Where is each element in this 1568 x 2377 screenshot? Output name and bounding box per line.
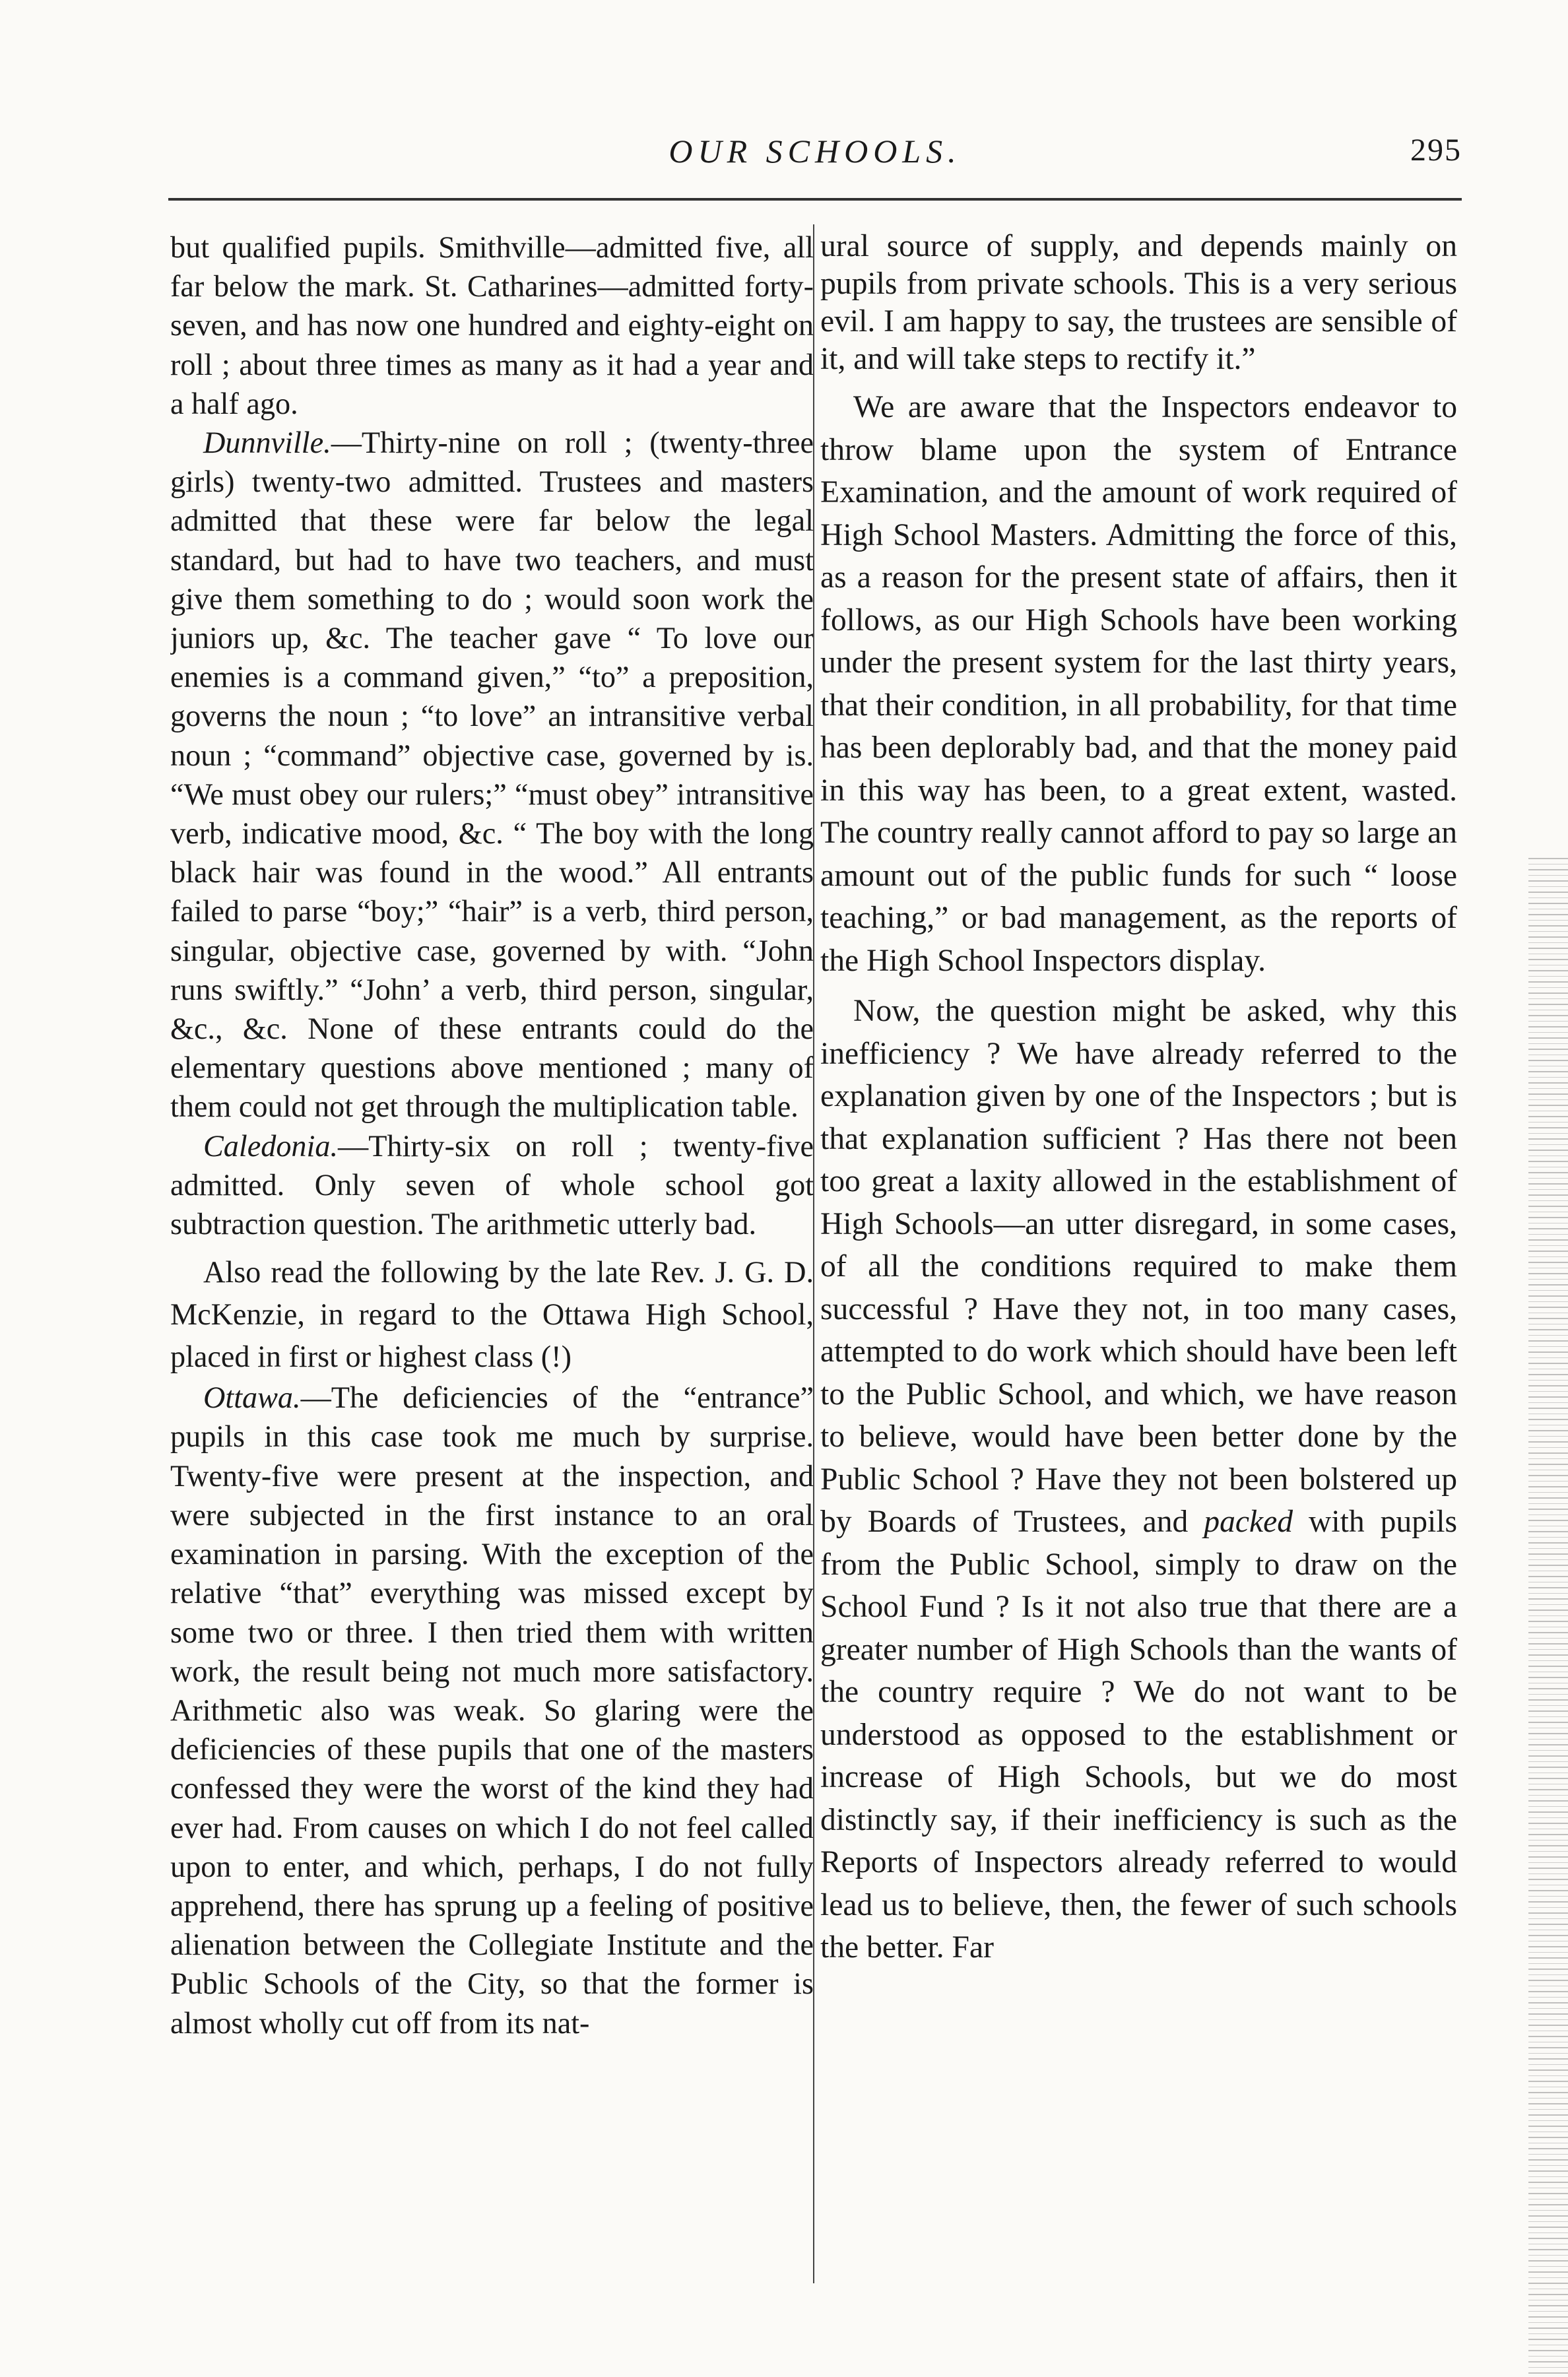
left-column — [170, 228, 814, 2273]
page-header — [168, 132, 1462, 191]
paragraph-smithville: but qualified pupils. Smithville—admitted five, all far below the mark. St. Catharines—admitted forty-seven, and has now one hundred and eighty-eight on roll ; about three times as many as it had a year and a half ago. — [170, 230, 814, 420]
place-name-caledonia: Caledonia. — [203, 1128, 338, 1163]
paragraph-ottawa — [170, 1378, 814, 2042]
paragraph-inspectors: We are aware that the Inspectors endeavor to throw blame upon the system of Entrance Examination, and the amount of work required of High School Masters. Admitting the force of this, as a reason for the present state of affairs, then it follows, as our High Schools have been working under the present system for the last thirty years, that their condition, in all probability, for that time has been deplorably bad, and that the money paid in this way has been, to a great extent, wasted. The country really cannot afford to pay so large an amount out of the public funds for such “ loose teaching,” or bad management, as the reports of the High School Inspectors display. — [820, 390, 1457, 978]
paragraph-question — [820, 990, 1457, 1969]
emphasis-packed: packed — [1204, 1505, 1293, 1539]
paragraph-text: —Thirty-nine on roll ; (twenty-three girls) twenty-two admitted. Trustees and masters admitted that these were far below the legal standard, but had to have two teachers, and must give them something to do ; would soon work the juniors up, &c. The teacher gave “ To love our enemies is a command given,” “to” a preposition, governs the noun ; “to love” an intransitive verbal noun ; “command” objective case, governed by is. “We must obey our rulers;” “must obey” intransitive verb, indicative mood, &c. “ The boy with the long black hair was found in the wood.” All entrants failed to parse “boy;” “hair” is a verb, third person, singular, objective case, governed by with. “John runs swiftly.” “John’ a verb, third person, singular, &c., &c. None of these entrants could do the elementary questions above mentioned ; many of them could not get through the multiplication table. — [170, 426, 814, 1124]
paragraph-dunnville — [170, 423, 814, 1126]
paragraph-mckenzie-intro: Also read the following by the late Rev. J. G. D. McKenzie, in regard to the Ottawa High School, placed in first or highest class (!) — [170, 1255, 814, 1374]
column-divider — [813, 224, 814, 2283]
paragraph-caledonia — [170, 1126, 814, 1244]
running-head: OUR SCHOOLS. — [669, 133, 962, 170]
paragraph-text: Now, the question might be asked, why this inefficiency ? We have already referred to the explanation given by one of the Inspectors ; but is that explanation sufficient ? Has there not been too great a laxity allowed in the establishment of High Schools—an utter disregard, in some cases, of all the conditions required to make them successful ? Have they not, in too many cases, attempted to do work which should have been left to the Public School, and which, we have reason to believe, would have been better done by the Public School ? Have they not been bolstered up by Boards of Trustees, and — [820, 994, 1457, 1539]
paragraph-text: —The deficiencies of the “entrance” pupils in this case took me much by surprise. Twenty-five were present at the inspection, and were subjected in the first instance to an oral examination in parsing. With the exception of the relative “that” everything was missed except by some two or three. I then tried them with written work, the result being not much more satisfactory. Arithmetic also was weak. So glaring were the deficiencies of these pupils that one of the masters confessed they were the worst of the kind they had ever had. From causes on which I do not feel called upon to enter, and which, perhaps, I do not fully apprehend, there has sprung up a feeling of positive alienation between the Collegiate Institute and the Public Schools of the City, so that the former is almost wholly cut off from its nat- — [170, 1381, 814, 2040]
paragraph-text: —Thirty-six on roll ; twenty-five admitted. Only seven of whole school got subtraction question. The arithmetic utterly bad. — [170, 1128, 814, 1241]
paragraph-supply: ural source of supply, and depends mainly on pupils from private schools. This is a very serious evil. I am happy to say, the trustees are sensible of it, and will take steps to rectify it.” — [820, 229, 1457, 376]
place-name-dunnville: Dunnville. — [203, 426, 331, 460]
header-rule — [168, 198, 1462, 201]
page-number: 295 — [1410, 133, 1462, 168]
right-column — [820, 228, 1457, 2273]
paragraph-text: with pupils from the Public School, simply to draw on the School Fund ? Is it not also true that there are a greater number of High Schools than the wants of the country require ? We do not want to be understood as opposed to the establishment or increase of High Schools, but we do most distinctly say, if their inefficiency is such as the Reports of Inspectors already referred to would lead us to believe, then, the fewer of such schools the better. Far — [820, 1505, 1457, 1965]
scan-margin-artifact — [1528, 858, 1568, 2376]
place-name-ottawa: Ottawa. — [203, 1381, 301, 1415]
